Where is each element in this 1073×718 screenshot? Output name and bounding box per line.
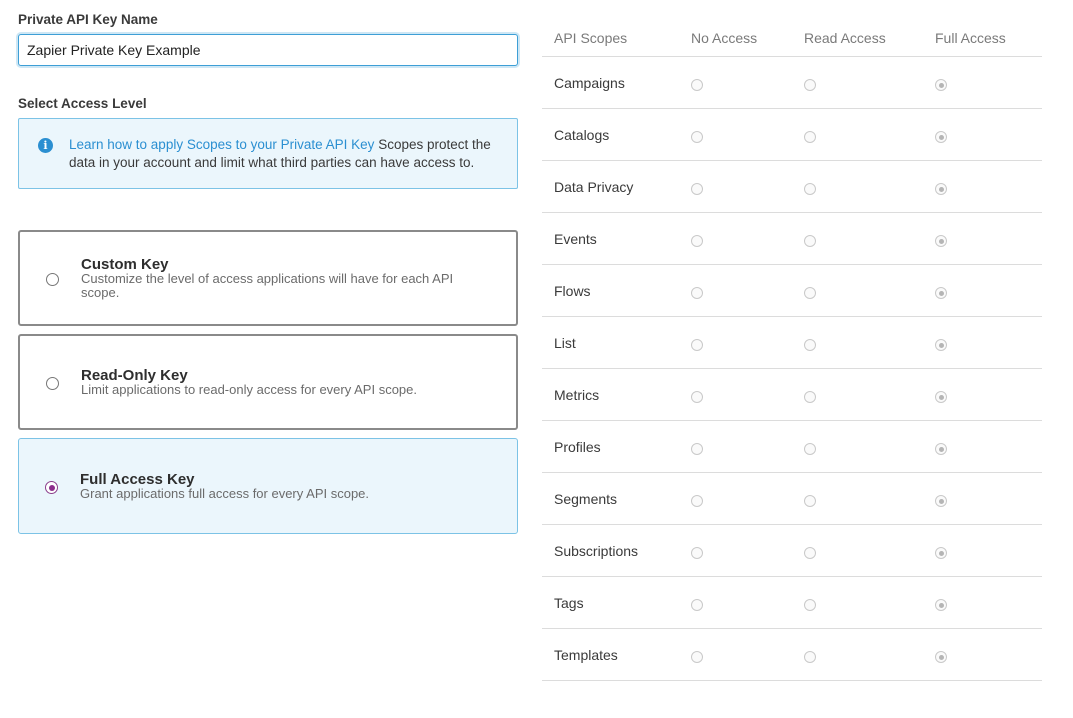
scope-full-access-radio[interactable] [935,443,947,455]
scope-no-access-radio[interactable] [691,235,703,247]
header-read-access: Read Access [804,30,886,46]
scope-full-access-radio[interactable] [935,235,947,247]
scope-read-access-radio[interactable] [804,183,816,195]
scope-full-access-radio[interactable] [935,391,947,403]
info-icon: i [38,138,53,153]
custom-key-description: Customize the level of access applications will have for each API scope. [81,271,454,300]
scope-full-access-radio[interactable] [935,547,947,559]
api-scopes-table [542,20,1042,681]
api-key-name-input[interactable] [18,34,518,66]
scope-row [542,577,1042,629]
full-access-key-title: Full Access Key [80,471,195,488]
scope-full-access-radio[interactable] [935,131,947,143]
scope-no-access-radio[interactable] [691,287,703,299]
header-api-scopes: API Scopes [554,30,628,46]
scope-no-access-radio[interactable] [691,339,703,351]
scope-full-access-radio[interactable] [935,287,947,299]
scope-read-access-radio[interactable] [804,235,816,247]
scope-row [542,525,1042,577]
custom-key-title: Custom Key [81,256,169,273]
scope-no-access-radio[interactable] [691,131,703,143]
left-panel [18,12,518,501]
scope-row [542,473,1042,525]
scope-name: Segments [554,491,618,507]
scope-row [542,265,1042,317]
scope-full-access-radio[interactable] [935,183,947,195]
scope-full-access-radio[interactable] [935,651,947,663]
scopes-help-link[interactable]: Learn how to apply Scopes to your Private API Key [69,137,375,152]
scope-name: Data Privacy [554,179,634,195]
read-only-key-radio[interactable] [46,377,59,390]
scope-read-access-radio[interactable] [804,339,816,351]
scope-full-access-radio[interactable] [935,79,947,91]
scope-read-access-radio[interactable] [804,443,816,455]
scopes-header-row [542,20,1042,57]
access-level-label: Select Access Level [18,96,147,111]
scope-name: Events [554,231,597,247]
scope-full-access-radio[interactable] [935,495,947,507]
full-access-key-radio[interactable] [45,481,58,494]
scope-no-access-radio[interactable] [691,443,703,455]
scope-row [542,213,1042,265]
scope-name: Campaigns [554,75,625,91]
scope-rows [542,57,1042,681]
custom-key-option[interactable] [18,230,518,326]
scope-no-access-radio[interactable] [691,651,703,663]
scope-read-access-radio[interactable] [804,651,816,663]
scope-read-access-radio[interactable] [804,131,816,143]
scope-read-access-radio[interactable] [804,495,816,507]
full-access-key-description: Grant applications full access for every API scope. [80,486,370,501]
scope-row [542,57,1042,109]
read-only-key-description: Limit applications to read-only access for every API scope. [81,382,417,397]
scope-row [542,161,1042,213]
scopes-info-text: Scopes protect the data in your account and limit what third parties can have access to. [69,137,491,170]
scope-read-access-radio[interactable] [804,547,816,559]
scope-read-access-radio[interactable] [804,391,816,403]
scope-row [542,369,1042,421]
scope-name: Templates [554,647,618,663]
scope-name: Profiles [554,439,601,455]
header-full-access: Full Access [935,30,1006,46]
scopes-info-box [18,118,518,189]
header-no-access: No Access [691,30,758,46]
scope-name: Catalogs [554,127,610,143]
scope-row [542,317,1042,369]
scope-row [542,629,1042,681]
scope-no-access-radio[interactable] [691,599,703,611]
scope-full-access-radio[interactable] [935,339,947,351]
scope-row [542,421,1042,473]
scope-read-access-radio[interactable] [804,599,816,611]
scope-no-access-radio[interactable] [691,183,703,195]
api-key-name-label: Private API Key Name [18,12,158,27]
read-only-key-option[interactable] [18,334,518,430]
scope-name: List [554,335,576,351]
scope-name: Tags [554,595,584,611]
scope-row [542,109,1042,161]
custom-key-radio[interactable] [46,273,59,286]
scope-no-access-radio[interactable] [691,79,703,91]
scope-name: Metrics [554,387,600,403]
scope-name: Flows [554,283,591,299]
scope-no-access-radio[interactable] [691,495,703,507]
read-only-key-title: Read-Only Key [81,367,188,384]
scope-name: Subscriptions [554,543,639,559]
scope-no-access-radio[interactable] [691,547,703,559]
scope-read-access-radio[interactable] [804,79,816,91]
scope-no-access-radio[interactable] [691,391,703,403]
scope-full-access-radio[interactable] [935,599,947,611]
scope-read-access-radio[interactable] [804,287,816,299]
full-access-key-option[interactable] [18,438,518,534]
